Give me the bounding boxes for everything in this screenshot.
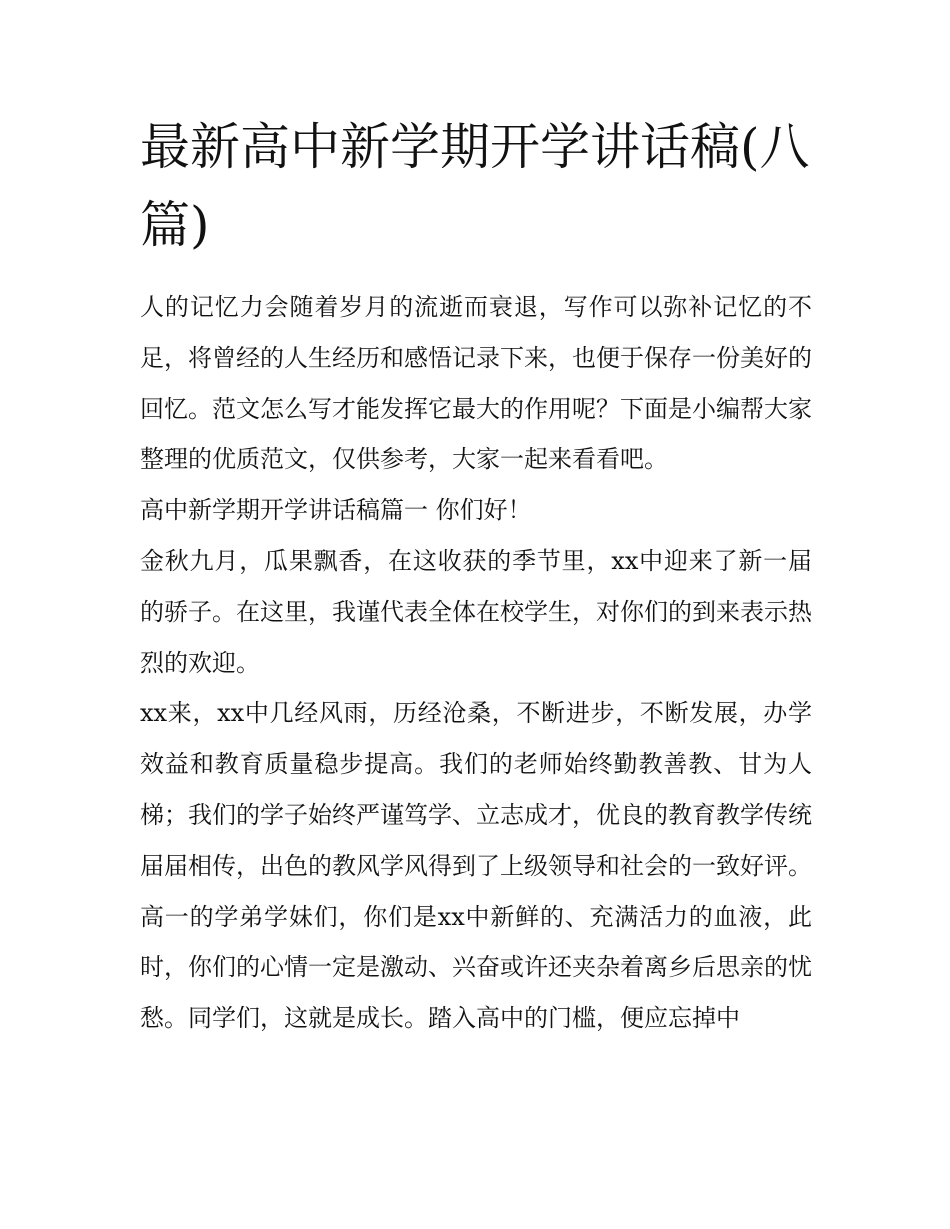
paragraph-welcome: 金秋九月，瓜果飘香，在这收获的季节里，xx中迎来了新一届的骄子。在这里，我谨代表全体在校学生，对你们的到来表示热烈的欢迎。 <box>140 546 812 677</box>
document-page <box>140 108 812 1044</box>
document-body <box>140 282 812 1044</box>
paragraph-intro: 人的记忆力会随着岁月的流逝而衰退，写作可以弥补记忆的不足，将曾经的人生经历和感悟记录下来，也便于保存一份美好的回忆。范文怎么写才能发挥它最大的作用呢？下面是小编帮大家整理的优质范文，仅供参考，大家一起来看看吧。 <box>140 293 812 474</box>
paragraph-section-heading: 高中新学期开学讲话稿篇一 你们好！ <box>140 496 532 525</box>
paragraph-school-history: xx来，xx中几经风雨，历经沧桑，不断进步，不断发展，办学效益和教育质量稳步提高。我们的老师始终勤教善教、甘为人梯；我们的学子始终严谨笃学、立志成才，优良的教育教学传统届届相传，出色的教风学风得到了上级领导和社会的一致好评。 <box>140 699 812 880</box>
document-title: 最新高中新学期开学讲话稿(八篇) <box>140 118 810 254</box>
paragraph-freshmen: 高一的学弟学妹们，你们是xx中新鲜的、充满活力的血液，此时，你们的心情一定是激动、兴奋或许还夹杂着离乡后思亲的忧愁。同学们，这就是成长。踏入高中的门槛，便应忘掉中 <box>140 902 812 1033</box>
